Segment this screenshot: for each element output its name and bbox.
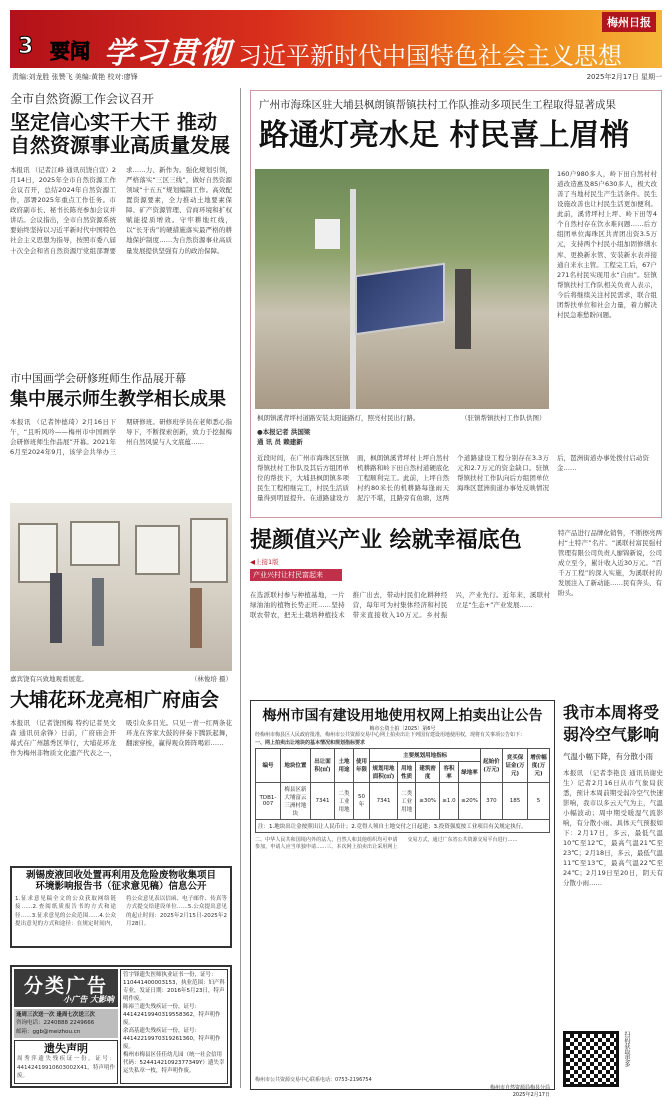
- article-body: 本报讯 （记者江峰 通讯员饶自宣）2月14日，2025年全市自然资源工作会议召开，总结2024年自然资源工作，部署2025年重点工作任务。市政府副市长、秘书长陈亮参加会议并讲话。会议指出，全市自然资源系统要始终坚持以习近平新时代中国特色社会主义思想为指导，按照市委八届十次全会和省自然资源厅党组部署要求……力、新作为。强化规划引领，严格落实“三区三线”，做好自然资源领域“十五五”规划编制工作。高效配置资源要素，全力推动土地要素保障、矿产资源管理、营商环境和扩权赋能提质增效。守牢耕地红线，以“长牙齿”的硬措施落实最严格的耕地保护制度……为自然资源事业高质量发展提供坚强有力的政治保障。: [10, 166, 232, 255]
- table-cell: ≥1.0: [439, 782, 458, 819]
- article-body: 本报讯 （记者李艳良 通讯员谢史生）记者2月16日从市气象局获悉，预计本周前期受弱冷空气快速影响，我市以多云天气为主，气温小幅波动；周中期受暖湿气流影响，有分散小雨。具体天气预报如下：2月17日，多云，最低气温10℃至12℃，最高气温21℃至23℃；2月18日，多云，最低气温11℃至13℃，最高气温22℃至24℃；2月19日至20日，阴天有分散小雨……: [563, 768, 663, 888]
- page-number: 3: [18, 34, 34, 59]
- table-cell: 梅县区新大埔富云三洲村地块: [280, 782, 310, 819]
- photo-credit: （林俊培 摄）: [190, 674, 232, 683]
- feature-article: [250, 90, 662, 518]
- table-cell: 使用年限: [353, 748, 369, 782]
- table-cell: 起始价(万元): [480, 748, 502, 782]
- section-name: 要闻: [50, 39, 90, 63]
- table-cell: 二类工业用地: [335, 782, 354, 819]
- section-banner: [10, 10, 662, 71]
- table-cell: 土地用途: [335, 748, 354, 782]
- article-body: 在选派联村参与种植基地，一片绿油油的植物长势正旺……坚持联农带农，把无土栽培种植技术推广出去，带动村民们化耕种经营，每年可为村集体经济和村民带来直接收入10万元。乡村振兴，产业先行。近年来，溪联村立足“生态+”产业发展……: [250, 591, 550, 620]
- land-auction-notice: [250, 700, 555, 1099]
- land-parcel-table: [255, 748, 550, 833]
- headline: 大埔花环龙亮相广府庙会: [10, 689, 220, 711]
- table-cell: 规划用地面积(㎡): [370, 761, 398, 782]
- paper-logo: 梅州日报: [602, 12, 656, 32]
- column-divider: [240, 88, 241, 1088]
- byline: ●本报记者 洪国梁 通 讯 员 赖建新: [257, 428, 311, 447]
- table-cell: 出让面积(㎡): [310, 748, 334, 782]
- ad-rate-text: 逢周三次送一次 逢周七次送三次: [16, 1012, 95, 1019]
- lost-item: 余高基遗失残疾证一份，证号：44142219970319261360，特声明作废。: [123, 1027, 221, 1050]
- table-cell: 185: [502, 782, 527, 819]
- headline: 集中展示师生教学相长成果: [10, 389, 226, 410]
- classified-logo: [14, 969, 118, 1007]
- contact: 梅州市公共资源交易中心联系电话：0753-2196754: [255, 1076, 372, 1083]
- lost-item: 管宇锋遗失医师执业证书一份，证号：110441400003153，执业范围：妇产科专业，发证日期：2016年5月23日，特声明作废。: [123, 972, 225, 1002]
- exhibition-photo: [10, 503, 232, 671]
- table-cell: 370: [480, 782, 502, 819]
- table-cell: TDB1-007: [256, 782, 281, 819]
- ad-phone: 咨询电话：2240888 2249666: [16, 1020, 95, 1027]
- solar-streetlight-photo: [255, 169, 549, 409]
- article-weather: [563, 702, 663, 1092]
- staff-credits: 责编:刘龙胜 张赞飞 美编:黄艳 校对:廖锋: [12, 73, 138, 81]
- kicker: 市中国画学会研修班师生作品展开幕: [10, 372, 186, 385]
- environmental-notice: [10, 866, 232, 948]
- notice-body: 二、中华人民共和国境内外的法人、自然人和其他组织均可申请参加，申请人应当单独申请……三、本次网上拍卖出让采用网上交易方式，通过广东省公共资源交易平台进行……: [255, 836, 518, 851]
- table-note: 注：1.地块出让金按照出让人民币计；2.竞得人须自土地交付之日起建；3.投资强度按工业项目有关规定执行。: [256, 819, 550, 832]
- table-cell: 二类工业用地: [397, 782, 416, 819]
- table-cell: 增价幅度(万元): [528, 748, 550, 782]
- table-cell: 编号: [256, 748, 281, 782]
- slogan: 习近平新时代中国特色社会主义思想: [238, 42, 622, 70]
- subtitle: 气温小幅下降，有分散小雨: [563, 751, 653, 761]
- table-cell: 地块位置: [280, 748, 310, 782]
- table-cell: 容积率: [439, 761, 458, 782]
- photo-caption: 枫朗镇溪背坪村道路安装太阳能路灯，照亮村民出行路。: [257, 414, 420, 422]
- issue-date: 2025年2月17日: [512, 1092, 550, 1099]
- classified-title: 分类广告: [24, 975, 109, 997]
- lost-item: 陈裕兰遗失残疾证一份，证号：44142419940319558362，特声明作废。: [123, 1003, 221, 1026]
- photo-caption: 嘉宾饶有兴致地观看展览。: [10, 674, 88, 683]
- notice-title-2: 环境影响报告书（征求意见稿）信息公开: [35, 880, 207, 892]
- notice-intro: 经梅州市梅县区人民政府批准，梅州市公共资源交易中心网上拍卖出让下列国有建设用地使用权，现将有关事项公告如下：: [255, 732, 526, 738]
- article-body: 本报讯 （记者钟德琦）2月16日下午，“且听风吟——梅州市中国画学会研修班师生作品展”开幕。2021年6月至2024年9月，该学会共举办三期研修班。研修班学员在老师悉心指导下，不断探索创新，致力于挖掘梅州自然风貌与人文底蕴……: [10, 417, 232, 456]
- section-heading: 一、网上拍卖出让地块的基本情况和规划指标要求: [255, 739, 366, 746]
- headline: 路通灯亮水足 村民喜上眉梢: [259, 118, 630, 153]
- article-industry: [250, 528, 662, 693]
- doc-number: 梅市公资土拍〔2025〕第6号: [369, 726, 436, 732]
- ad-rates: [14, 1009, 118, 1038]
- classified-ads: [10, 965, 232, 1088]
- subhead: 产业兴村让村民富起来: [250, 569, 342, 581]
- table-cell: 主要规划用地指标: [370, 748, 481, 761]
- lost-notice-title: 遗失声明: [44, 1041, 88, 1055]
- feature-side-column: 160户980多人，岭下田自然村村道改造惠及85户630多人，极大改善了当地村民生产生活条件。民生设施改善也让村民生活更加便利。此前，溪背坪村上坪、岭下田等4个自然村存在饮水难问题……后方组团单位海珠区共青团出资3.5万元，支持两个村民小组加固修缮水库、更换新水管、安装新水表并接通自来水主管。工程完工后，67户271名村民实现用水“自由”。驻镇帮镇扶村工作队相关负责人表示，今后将继续关注村民需求，联合组团帮扶单位和社会力量，着力解决村民急难愁盼问题。: [557, 170, 657, 319]
- kicker: 广州市海珠区驻大埔县枫朗镇帮镇扶村工作队推动多项民生工程取得显著成果: [259, 99, 616, 111]
- table-cell: 50年: [353, 782, 369, 819]
- slogan-script: 学习贯彻: [104, 36, 232, 71]
- article-flower-dragon: [10, 690, 232, 838]
- table-row: [256, 782, 550, 819]
- lost-item: 梅州市梅县区佳佳幼儿园（统一社会信用代码：52441421092377349Y）遗失幸运失私章一枚，特声明作废。: [123, 1051, 225, 1074]
- table-cell: 5: [528, 782, 550, 819]
- article-painting-exhibition: [10, 370, 232, 683]
- table-cell: 7341: [310, 782, 334, 819]
- feature-body: 近段时间，在广州市海珠区驻镇帮镇扶村工作队及其后方组团单位的帮扶下，大埔县枫朗镇多项民生工程相继完工，村民生活质量得到明显提升。在道路建设方面，枫朗镇溪背坪村上坪自然村机耕路和岭下田自然村道硬底化工程顺利完工。此前，上坪自然村约80米长的机耕路每逢雨天泥泞不堪，且路旁有鱼塘，这两个道路建设工程分别存在3.3万元和2.7万元的资金缺口。驻镇帮镇扶村工作队向后方组团单位海珠区琶洲街道办事处反映情况后，琶洲街道办事处拨付启动资金……: [257, 454, 649, 503]
- ad-email: 邮箱：ggb@meizhou.cn: [16, 1028, 81, 1035]
- headline-line-1: 坚定信心实干大干 推动: [10, 110, 217, 134]
- issue-date: 2025年2月17日 星期一: [586, 73, 662, 81]
- lost-item: 周秀萍遗失残疾证一份，证号：44142419910603002X41，特声明作废。: [17, 1056, 115, 1080]
- table-cell: ≤20%: [459, 782, 481, 819]
- headline-line-2: 自然资源事业高质量发展: [10, 133, 230, 157]
- table-cell: 绿地率: [459, 761, 481, 782]
- classified-slogan: 小广告 大影响: [63, 995, 114, 1005]
- article-natural-resources: [10, 90, 232, 340]
- table-cell: 建筑密度: [416, 761, 439, 782]
- article-side-column: 特产品进行品牌化销售，不断擦亮两村“土特产”名片。“溪联村富民强村管理有限公司负责人廖锦新说，公司成立至今，累计收入近30万元。“百千万工程”的深入实施，为溪联村的发展注入了新动能……民有奔头、有盼头。: [558, 529, 662, 598]
- headline: 提颜值兴产业 绘就幸福底色: [250, 527, 522, 553]
- table-cell: 竞买保证金(万元): [502, 748, 527, 782]
- qr-label: 扫码获取更多: [623, 1030, 630, 1067]
- qr-code[interactable]: [563, 1031, 619, 1087]
- table-cell: ≥30%: [416, 782, 439, 819]
- table-cell: 用地性质: [397, 761, 416, 782]
- continued-from: ◀上接1版: [250, 558, 279, 567]
- kicker: 全市自然资源工作会议召开: [10, 92, 155, 106]
- table-cell: 7341: [370, 782, 398, 819]
- notice-title: 梅州市国有建设用地使用权网上拍卖出让公告: [262, 708, 543, 724]
- photo-credit: （驻镇帮镇扶村工作队供图）: [461, 414, 546, 422]
- notice-body: 1.征求意见稿全文的公众获取网络链接……2.查阅纸质报告书的方式和途径……3.征求意见的公众范围……4.公众提出意见的方式和途径：在规定时间内，将公众意见表以信函、电子邮件、传真等方式提交给建设单位……5.公众提出意见的起止时间：2025年2月15日-2025年2月28日。: [15, 895, 227, 928]
- headline: 我市本周将受弱冷空气影响: [563, 703, 660, 745]
- notice-title-1: 剥锡废液回收处置再利用及危险废物收集项目: [25, 870, 216, 881]
- article-body: 本报讯 （记者饶国梅 特约记者吴文森 通讯员余锋）日前，广府庙会开幕式在广州越秀区举行，大埔花环龙作为梅州非物质文化遗产代表之一，吸引众多目光。只见一青一红两条花环龙在客家大鼓的伴奏下腾跃起舞，翻滚穿梭，赢得观众阵阵喝彩……: [10, 718, 232, 758]
- issuer: 梅州市自然资源局梅县分局: [489, 1085, 550, 1092]
